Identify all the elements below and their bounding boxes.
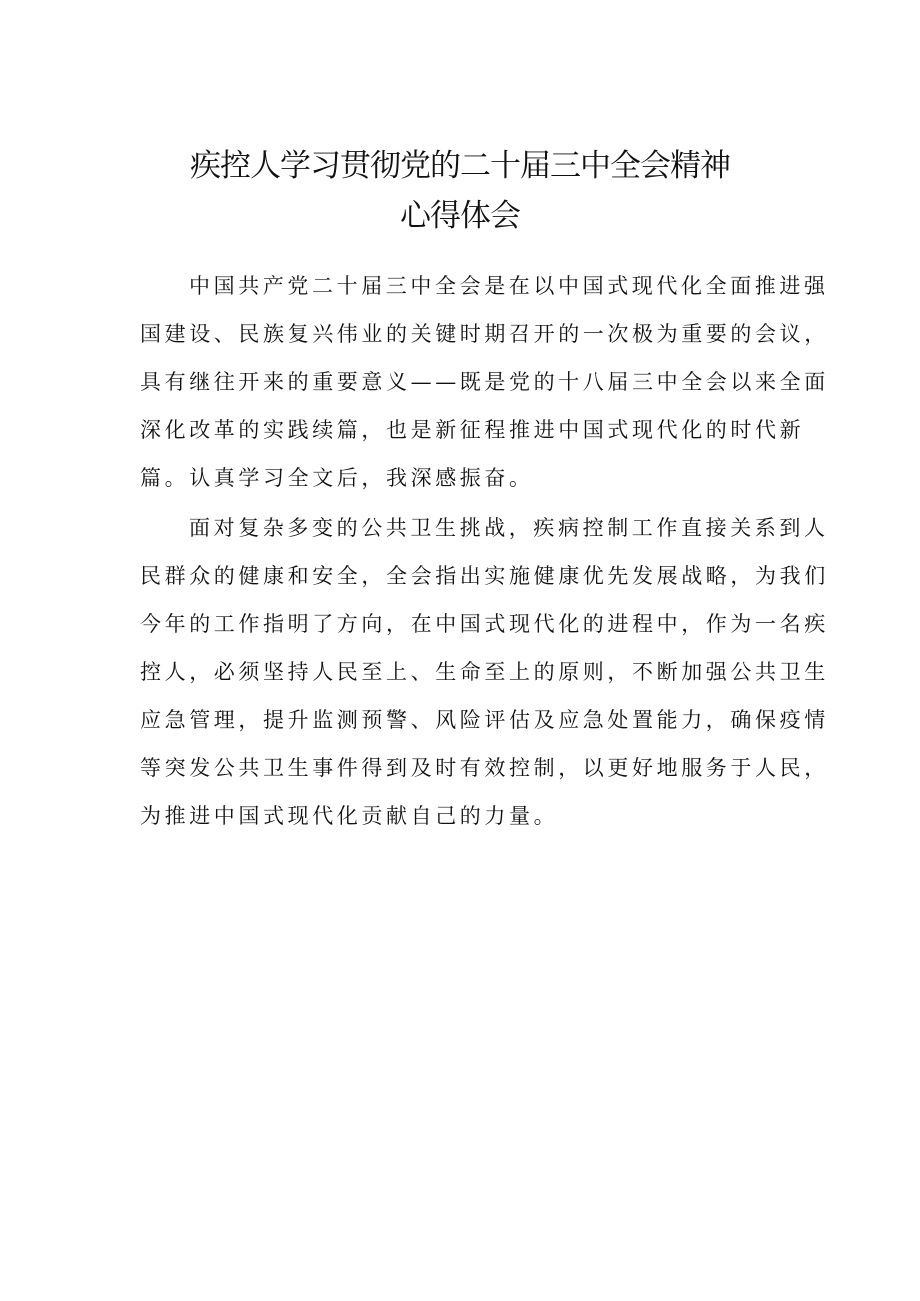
text-line: 民群众的健康和安全，全会指出实施健康优先发展战略，为我们 <box>140 564 829 588</box>
text-line: 等突发公共卫生事件得到及时有效控制，以更好地服务于人民， <box>140 756 829 780</box>
text-line: 篇。认真学习全文后，我深感振奋。 <box>140 466 534 490</box>
text-line: 控人，必须坚持人民至上、生命至上的原则，不断加强公共卫生 <box>140 660 829 684</box>
text-line: 中国共产党二十届三中全会是在以中国式现代化全面推进强 <box>189 274 829 298</box>
text-line: 深化改革的实践续篇，也是新征程推进中国式现代化的时代新 <box>140 418 805 442</box>
document-title-line-2: 心得体会 <box>400 198 520 234</box>
text-line: 为推进中国式现代化贡献自己的力量。 <box>140 804 559 828</box>
document-title-line-1: 疾控人学习贯彻党的二十届三中全会精神 <box>190 148 730 184</box>
text-line: 今年的工作指明了方向，在中国式现代化的进程中，作为一名疾 <box>140 612 829 636</box>
text-line: 应急管理，提升监测预警、风险评估及应急处置能力，确保疫情 <box>140 708 829 732</box>
text-line: 面对复杂多变的公共卫生挑战，疾病控制工作直接关系到人 <box>189 516 829 540</box>
text-line: 具有继往开来的重要意义——既是党的十八届三中全会以来全面 <box>140 370 829 394</box>
text-line: 国建设、民族复兴伟业的关键时期召开的一次极为重要的会议， <box>140 322 829 346</box>
